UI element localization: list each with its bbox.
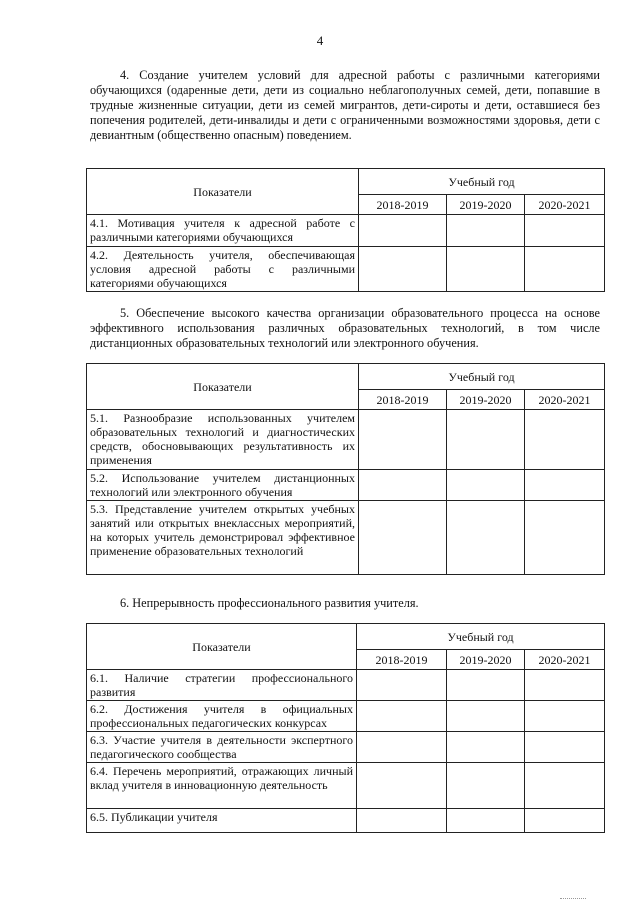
value-cell: [447, 215, 525, 247]
table-row: [87, 809, 605, 833]
header-year-1: 2018-2019: [359, 390, 447, 410]
header-academic-year: Учебный год: [359, 169, 605, 195]
value-cell: [359, 501, 447, 575]
row-label: 6.1. Наличие стратегии профессионального развития: [87, 670, 357, 701]
header-indicators: Показатели: [87, 169, 359, 215]
value-cell: [359, 247, 447, 292]
value-cell: [447, 470, 525, 501]
value-cell: [447, 732, 525, 763]
row-label: 6.2. Достижения учителя в официальных профессиональных педагогических конкурсах: [87, 701, 357, 732]
value-cell: [447, 247, 525, 292]
value-cell: [525, 670, 605, 701]
scan-artifact: [560, 898, 586, 903]
value-cell: [525, 701, 605, 732]
value-cell: [447, 410, 525, 470]
value-cell: [447, 701, 525, 732]
header-year-2: 2019-2020: [447, 195, 525, 215]
table-row: [87, 215, 605, 247]
value-cell: [447, 501, 525, 575]
row-label: 6.5. Публикации учителя: [87, 809, 357, 833]
table-row: [87, 732, 605, 763]
header-academic-year: Учебный год: [357, 624, 605, 650]
table-row: [87, 501, 605, 575]
table-row: [87, 763, 605, 809]
value-cell: [525, 501, 605, 575]
row-label: 5.1. Разнообразие использованных учителем образовательных технологий и диагностических средств, обосновывающих результативность их применения: [87, 410, 359, 470]
section-5-intro: 5. Обеспечение высокого качества организации образовательного процесса на основе эффективного использования различных образовательных технологий, в том числе дистанционных образовательных технологий или электронного обучения.: [90, 306, 600, 350]
value-cell: [447, 763, 525, 809]
section-6-table: [86, 623, 605, 833]
table-row: [87, 470, 605, 501]
row-label: 6.3. Участие учителя в деятельности экспертного педагогического сообщества: [87, 732, 357, 763]
value-cell: [357, 763, 447, 809]
value-cell: [525, 732, 605, 763]
header-year-3: 2020-2021: [525, 390, 605, 410]
value-cell: [525, 215, 605, 247]
value-cell: [357, 701, 447, 732]
section-5-table: [86, 363, 605, 575]
table-row: [87, 247, 605, 292]
header-indicators: Показатели: [87, 364, 359, 410]
value-cell: [357, 670, 447, 701]
header-year-3: 2020-2021: [525, 195, 605, 215]
row-label: 5.3. Представление учителем открытых учебных занятий или открытых внеклассных мероприятий, на которых учитель демонстрировал эффективное применение образовательных технологий: [87, 501, 359, 575]
value-cell: [447, 670, 525, 701]
row-label: 6.4. Перечень мероприятий, отражающих личный вклад учителя в инновационную деятельность: [87, 763, 357, 809]
row-label: 4.2. Деятельность учителя, обеспечивающая условия адресной работы с различными категориями обучающихся: [87, 247, 359, 292]
header-year-2: 2019-2020: [447, 650, 525, 670]
value-cell: [525, 809, 605, 833]
table-row: [87, 670, 605, 701]
value-cell: [357, 732, 447, 763]
value-cell: [357, 809, 447, 833]
table-row: [87, 701, 605, 732]
value-cell: [447, 809, 525, 833]
header-indicators: Показатели: [87, 624, 357, 670]
value-cell: [359, 410, 447, 470]
header-year-1: 2018-2019: [357, 650, 447, 670]
section-4-table: [86, 168, 605, 292]
header-year-2: 2019-2020: [447, 390, 525, 410]
value-cell: [525, 410, 605, 470]
row-label: 4.1. Мотивация учителя к адресной работе с различными категориями обучающихся: [87, 215, 359, 247]
page-number: 4: [316, 33, 324, 48]
table-row: [87, 410, 605, 470]
row-label: 5.2. Использование учителем дистанционных технологий или электронного обучения: [87, 470, 359, 501]
header-year-1: 2018-2019: [359, 195, 447, 215]
value-cell: [525, 470, 605, 501]
section-6-intro: 6. Непрерывность профессионального развития учителя.: [120, 596, 419, 610]
section-4-intro: 4. Создание учителем условий для адресной работы с различными категориями обучающихся (одаренные дети, дети из социально неблагополучных семей, дети, попавшие в трудные жизненные ситуации, дети из семей мигрантов, дети-сироты и дети, оставшиеся без попечения родителей, дети-инвалиды и дети с ограниченными возможностями здоровья, дети с девиантным (общественно опасным) поведением.: [90, 68, 600, 142]
value-cell: [525, 763, 605, 809]
value-cell: [525, 247, 605, 292]
header-year-3: 2020-2021: [525, 650, 605, 670]
value-cell: [359, 470, 447, 501]
header-academic-year: Учебный год: [359, 364, 605, 390]
value-cell: [359, 215, 447, 247]
